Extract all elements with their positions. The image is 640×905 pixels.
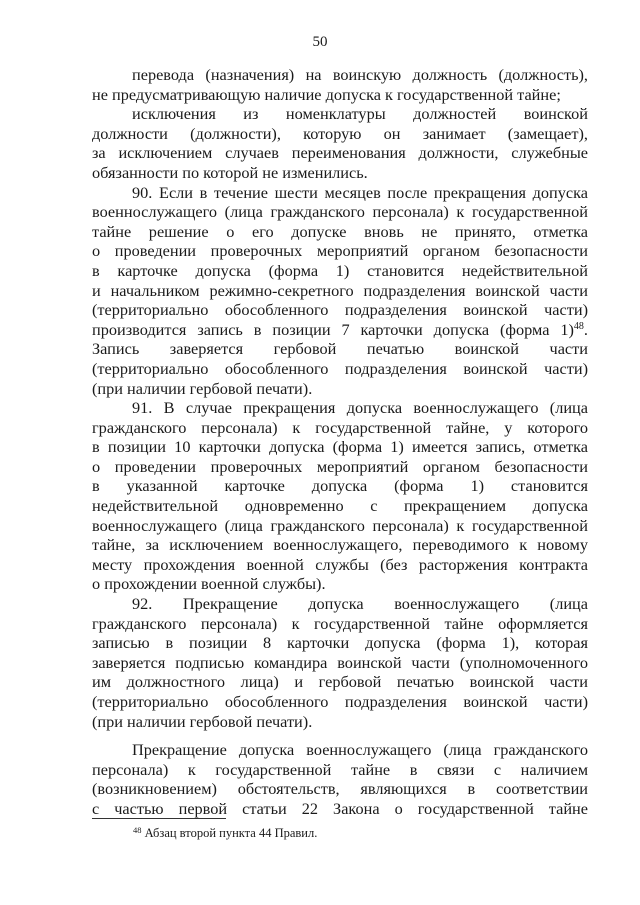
text-line bbox=[92, 516, 588, 536]
text-line bbox=[92, 359, 588, 379]
text-line bbox=[92, 143, 588, 163]
line-text: перевода (назначения) на воинскую должность (должность), bbox=[132, 65, 588, 84]
text-line bbox=[92, 457, 588, 477]
line-text: (территориально обособленного подразделения воинской части) bbox=[92, 692, 588, 711]
text-line bbox=[92, 476, 588, 496]
line-text: в карточке допуска (форма 1) становится недействительной bbox=[92, 260, 588, 280]
line-text: 92. Прекращение допуска военнослужащего (лица bbox=[132, 594, 588, 614]
footnote-reference: 48 bbox=[573, 320, 584, 332]
line-text: им должностного лица) и гербовой печатью воинской части bbox=[92, 672, 588, 692]
line-text: тайне, за исключением военнослужащего, переводимого к новому bbox=[92, 535, 588, 555]
line-text: о проведении проверочных мероприятий органом безопасности bbox=[92, 456, 588, 476]
line-text: исключения из номенклатуры должностей воинской bbox=[132, 104, 588, 124]
line-text: гражданского персонала) к государственной тайне, у которого bbox=[92, 417, 588, 437]
line-text: Запись заверяется гербовой печатью воинской части bbox=[92, 339, 588, 359]
text-line bbox=[92, 281, 588, 301]
line-text: 90. Если в течение шести месяцев после прекращения допуска bbox=[132, 182, 588, 202]
line-text: производится запись в позиции 7 карточки допуска (форма 1) bbox=[92, 319, 574, 339]
text-line bbox=[92, 339, 588, 359]
text-line bbox=[92, 653, 588, 673]
line-text: (территориально обособленного подразделения воинской части) bbox=[92, 300, 588, 320]
text-line bbox=[92, 241, 588, 261]
line-text: с частью первой статьи 22 Закона о государственной тайне bbox=[92, 798, 588, 818]
footnote-text: Абзац второй пункта 44 Правил. bbox=[144, 826, 318, 840]
line-text: о прохождении военной службы). bbox=[92, 574, 326, 594]
text-line bbox=[92, 437, 588, 457]
paragraph-gap bbox=[92, 731, 588, 740]
line-text: военнослужащего (лица гражданского персонала) к государственной bbox=[92, 515, 588, 535]
text-line bbox=[92, 124, 588, 144]
footnote-mark: 48 bbox=[133, 825, 142, 835]
text-line bbox=[92, 614, 588, 634]
text-line bbox=[92, 740, 588, 760]
line-text: о проведении проверочных мероприятий органом безопасности bbox=[92, 241, 588, 261]
line-text: должности (должности), которую он занимает (замещает), bbox=[92, 123, 588, 143]
line-text: и начальником режимно-секретного подразделения воинской части bbox=[92, 280, 588, 300]
text-line bbox=[92, 379, 588, 399]
line-text: недействительной одновременно с прекращением допуска bbox=[92, 496, 588, 516]
line-text: (возникновением) обстоятельств, являющихся в соответствии bbox=[92, 779, 588, 799]
line-text: записью в позиции 8 карточки допуска (форма 1), которая bbox=[92, 633, 588, 653]
text-line bbox=[92, 163, 588, 183]
text-line bbox=[92, 633, 588, 653]
text-line bbox=[92, 594, 588, 614]
line-text: в указанной карточке допуска (форма 1) становится bbox=[92, 476, 588, 496]
line-text: (при наличии гербовой печати). bbox=[92, 711, 313, 731]
text-line bbox=[92, 418, 588, 438]
line-text: заверяется подписью командира воинской части (уполномоченного bbox=[92, 652, 588, 672]
line-text: (при наличии гербовой печати). bbox=[92, 378, 313, 398]
text-line bbox=[92, 672, 588, 692]
line-text: не предусматривающую наличие допуска к государственной тайне; bbox=[92, 84, 561, 104]
text-line bbox=[92, 65, 588, 85]
text-line bbox=[92, 261, 588, 281]
line-text: гражданского персонала) к государственной тайне оформляется bbox=[92, 613, 588, 633]
text-line bbox=[92, 760, 588, 780]
line-punctuation: . bbox=[583, 319, 588, 339]
text-line bbox=[92, 85, 588, 105]
body-text bbox=[92, 65, 588, 819]
text-line bbox=[92, 799, 588, 819]
text-line bbox=[92, 712, 588, 732]
text-line bbox=[92, 692, 588, 712]
text-line bbox=[92, 202, 588, 222]
text-line bbox=[92, 496, 588, 516]
page-number: 50 bbox=[312, 34, 328, 50]
text-line bbox=[92, 320, 588, 340]
line-text: (территориально обособленного подразделения воинской части) bbox=[92, 358, 588, 378]
line-text: военнослужащего (лица гражданского персонала) к государственной bbox=[92, 202, 588, 222]
line-text: в позиции 10 карточки допуска (форма 1) имеется запись, отметка bbox=[92, 437, 588, 457]
line-text: 91. В случае прекращения допуска военнослужащего (лица bbox=[132, 398, 588, 418]
line-text: месту прохождения военной службы (без расторжения контракта bbox=[92, 554, 588, 574]
line-text: за исключением случаев переименования должности, служебные bbox=[92, 143, 588, 163]
text-line bbox=[92, 574, 588, 594]
text-line bbox=[92, 104, 588, 124]
line-text: обязанности по которой не изменились. bbox=[92, 162, 368, 182]
text-line bbox=[92, 183, 588, 203]
text-line bbox=[92, 535, 588, 555]
text-line bbox=[92, 300, 588, 320]
line-text: персонала) к государственной тайне в связи с наличием bbox=[92, 759, 588, 779]
text-line bbox=[92, 555, 588, 575]
footnote-divider bbox=[92, 818, 226, 819]
footnote bbox=[133, 826, 317, 841]
line-text: Прекращение допуска военнослужащего (лица гражданского bbox=[132, 740, 588, 760]
text-line bbox=[92, 398, 588, 418]
text-line bbox=[92, 222, 588, 242]
line-text: тайне решение о его допуске вновь не принято, отметка bbox=[92, 221, 588, 241]
text-line bbox=[92, 779, 588, 799]
